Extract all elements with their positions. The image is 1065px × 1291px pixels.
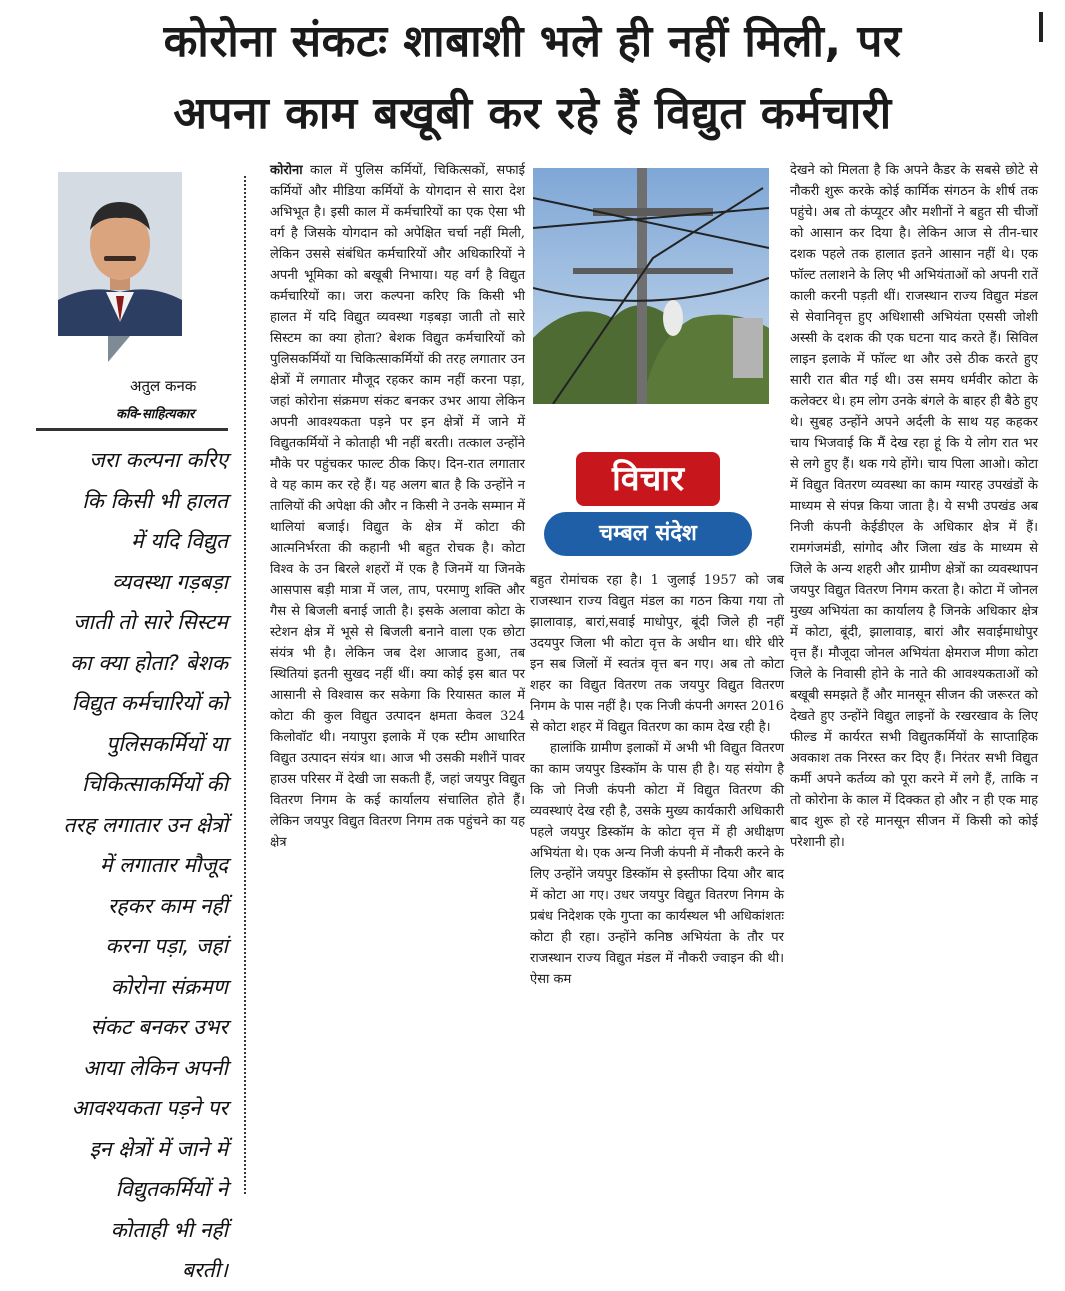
author-photo — [58, 172, 182, 336]
pull-quote-line: चिकित्साकर्मियों की — [82, 772, 228, 796]
pull-quote-line: जाती तो सारे सिस्टम — [72, 610, 228, 634]
pull-quote-line: में यदि विद्युत — [131, 529, 228, 553]
pull-quote-line: संकट बनकर उभर — [90, 1015, 228, 1039]
pull-quote-line: आवश्यकता पड़ने पर — [71, 1096, 228, 1120]
column-2-paragraph: हालांकि ग्रामीण इलाकों में अभी भी विद्युत वितरण का काम जयपुर डिस्कॉम के पास ही है। यह संयोग है कि जो निजी कंपनी कोटा में विद्युत वितरण की व्यवस्थाएं देख रही है, उसके मुख्य कार्यकारी अधिकारी पहले जयपुर डिस्कॉम के कोटा वृत्त में ही अधीक्षण अभियंता थे। एक अन्य निजी कंपनी में नौकरी करने के लिए उन्होंने जयपुर डिस्कॉम से इस्तीफा दिया और बाद में कोटा आ गए। उधर जयपुर विद्युत वितरण निगम के प्रबंध निदेशक एके गुप्ता का कार्यस्थल भी अधिकांशतः कोटा ही रहा। उन्होंने कनिष्ठ अभियंता के तौर पर राजस्थान राज्य विद्युत मंडल में नौकरी ज्वाइन की थी। ऐसा कम — [530, 741, 784, 987]
pull-quote-line: जरा कल्पना करिए — [89, 448, 228, 472]
vichar-badge: विचार — [576, 452, 720, 506]
pull-quote-line: विद्युत कर्मचारियों को — [71, 691, 228, 715]
lead-word: कोरोना — [270, 163, 303, 178]
pull-quote-line: कि किसी भी हालत — [82, 488, 228, 513]
article-column-1 — [270, 160, 525, 853]
author-role: कवि-साहित्यकार — [116, 407, 195, 422]
pull-quote-line: पुलिसकर्मियों या — [106, 731, 228, 756]
headline-line-1: कोरोना संकटः शाबाशी भले ही नहीं मिली, पर — [163, 16, 902, 67]
column-1-text: काल में पुलिस कर्मियों, चिकित्सकों, सफाई कर्मियों और मीडिया कर्मियों के योगदान से सारा देश अभिभूत है। इसी काल में कर्मचारियों का एक ऐसा भी वर्ग है जिसके योगदान को अपेक्षित चर्चा नहीं मिली, लेकिन उससे संबंधित कर्मचारियों और अधिकारियों ने अपनी भूमिका को बखूबी निभाया। यह वर्ग है विद्युत कर्मचारियों का। जरा कल्पना करिए कि किसी भी हालत में यदि विद्युत व्यवस्था गड़बड़ा जाती तो सारे सिस्टम का क्या होता? बेशक विद्युत कर्मचारियों को पुलिसकर्मियों या चिकित्साकर्मियों की तरह लगातार उन क्षेत्रों में लगातार मौजूद रहकर काम नहीं करना पड़ा, जहां कोरोना संक्रमण संकट बनकर उभर आया लेकिन अपनी आवश्यकता पड़ने पर इन क्षेत्रों में जाने में विद्युतकर्मियों ने कोताही भी नहीं बरती। तत्काल उन्होंने मौके पर पहुंचकर फाल्ट ठीक किए। दिन-रात लगातार वे यह काम कर रहे हैं। यह अलग बात है कि उन्होंने न तालियों की अपेक्षा की और न किसी ने उनके सम्मान में थालियां बजाई। विद्युत के क्षेत्र में कोटा की आत्मनिर्भरता की कहानी भी बहुत रोचक है। कोटा विश्व के उन बिरले शहरों में एक है जिनमें या जिनके आसपास बड़ी मात्रा में जल, ताप, परमाणु शक्ति और गैस से बिजली बनाई जाती है। इसके अलावा कोटा के स्टेशन क्षेत्र में भूसे से बिजली बनाने वाला एक छोटा संयंत्र भी है। लेकिन जब देश आजाद हुआ, तब स्थितियां इतनी सुखद नहीं थीं। क्या कोई इस बात पर आसानी से विश्वास कर सकेगा कि रियासत काल में कोटा की कुल विद्युत उत्पादन क्षमता केवल 324 किलोवॉट थी। नयापुरा इलाके में एक स्टीम आधारित विद्युत उत्पादन संयंत्र था। आज भी उसकी मशीनें पावर हाउस परिसर में देखी जा सकती हैं, जहां जयपुर विद्युत वितरण निगम के कई कार्यालय संचालित होते हैं। लेकिन जयपुर विद्युत वितरण निगम तक पहुंचने का यह क्षेत्र — [270, 163, 525, 850]
column-divider — [244, 176, 246, 1194]
article-column-2 — [530, 570, 784, 990]
pull-quote-line: बरती। — [182, 1258, 228, 1282]
headline — [0, 0, 1065, 160]
pull-quote-line: इन क्षेत्रों में जाने में — [89, 1136, 228, 1161]
publication-badge: चम्बल संदेश — [544, 512, 752, 556]
pull-quote-line: व्यवस्था गड़बड़ा — [111, 569, 228, 594]
pull-quote-line: आया लेकिन अपनी — [83, 1055, 228, 1080]
pull-quote-line: में लगातार मौजूद — [99, 853, 228, 877]
corner-mark — [1039, 12, 1057, 42]
article-column-3 — [790, 160, 1038, 853]
pull-quote-line: कोरोना संक्रमण — [110, 974, 228, 999]
pull-quote-line: का क्या होता? बेशक — [70, 650, 228, 675]
news-photo — [533, 168, 769, 404]
pull-quote-line: तरह लगातार उन क्षेत्रों — [63, 812, 228, 837]
pull-quote-line: कोताही भी नहीं — [110, 1217, 228, 1242]
pull-quote — [36, 440, 228, 1291]
pull-quote-line: विद्युतकर्मियों ने — [115, 1177, 228, 1201]
pull-quote-line: रहकर काम नहीं — [107, 893, 228, 918]
quote-rule — [36, 428, 228, 431]
column-3-text: देखने को मिलता है कि अपने कैडर के सबसे छोटे से नौकरी शुरू करके कोई कार्मिक संगठन के शीर्ष तक पहुंचे। अब तो कंप्यूटर और मशीनों ने बहुत सी चीजों को आसान कर दिया है। लेकिन आज से तीन-चार दशक पहले तक हालात इतने आसान नहीं थे। एक फॉल्ट तलाशने के लिए भी अभियंताओं को अपनी रातें काली करनी पड़ती थीं। राजस्थान राज्य विद्युत मंडल से सेवानिवृत्त हुए अधिशासी अभियंता एससी जोशी अस्सी के दशक की एक घटना याद करते हैं। सिविल लाइन इलाके में फॉल्ट था और उसे ठीक करते हुए सारी रात बीत गई थी। उस समय धर्मवीर कोटा के कलेक्टर थे। हम लोग उनके बंगले के बाहर ही बैठे हुए थे। सुबह उन्होंने अपने अर्दली के साथ यह कहकर चाय भिजवाई कि मैं देख रहा हूं कि ये लोग रात भर से लगे हुए हैं। थक गये होंगे। चाय पिला आओ। कोटा में विद्युत वितरण व्यवस्था का काम ग्यारह उपखंडों के माध्यम से संपन्न किया जाता है। ये सभी उपखंड अब निजी कंपनी केईडीएल के अधिकार क्षेत्र में हैं। रामगंजमंडी, सांगोद और जिला खंड के माध्यम से जिले के अन्य शहरी और ग्रामीण क्षेत्रों का व्यवस्थापन जयपुर विद्युत वितरण निगम करता है। कोटा में जोनल मुख्य अभियंता का कार्यालय है जिनके अधिकार क्षेत्र में कोटा, बूंदी, झालावाड़, बारां और सवाईमाधोपुर वृत्त हैं। मौजूदा जोनल अभियंता क्षेमराज मीणा कोटा जिले के निवासी होने के नाते की आवश्यकताओं को बखूबी समझते हैं और मानसून सीजन की जरूरत को देखते हुए उन्होंने विद्युत लाइनों के रखरखाव के लिए फील्ड में कार्यरत सभी विद्युतकर्मियों के साप्ताहिक अवकाश तक निरस्त कर दिए हैं। निरंतर सभी विद्युत कर्मी अपने कर्तव्य को पूरा करने में लगे हैं, ताकि न तो कोरोना के काल में दिक्कत हो और न ही एक माह बाद शुरू हो रहे मानसून सीजन में किसी को कोई परेशानी हो। — [790, 163, 1038, 850]
pull-quote-line: करना पड़ा, जहां — [105, 934, 228, 958]
author-name: अतुल कनक — [130, 377, 197, 395]
photo-bubble-tail — [108, 336, 130, 362]
headline-line-2: अपना काम बखूबी कर रहे हैं विद्युत कर्मचारी — [173, 88, 892, 139]
column-2-paragraph: बहुत रोमांचक रहा है। 1 जुलाई 1957 को जब राजस्थान राज्य विद्युत मंडल का गठन किया गया तो झालावाड़, बारां,सवाई माधोपुर, बूंदी जिले ही नहीं उदयपुर जिला भी कोटा वृत्त के अधीन था। धीरे धीरे इन सब जिलों में स्वतंत्र वृत्त बन गए। अब तो कोटा शहर का विद्युत वितरण तक जयपुर विद्युत वितरण निगम के पास नहीं है। एक निजी कंपनी अगस्त 2016 से कोटा शहर में विद्युत वितरण का काम देख रही है। — [530, 573, 784, 735]
